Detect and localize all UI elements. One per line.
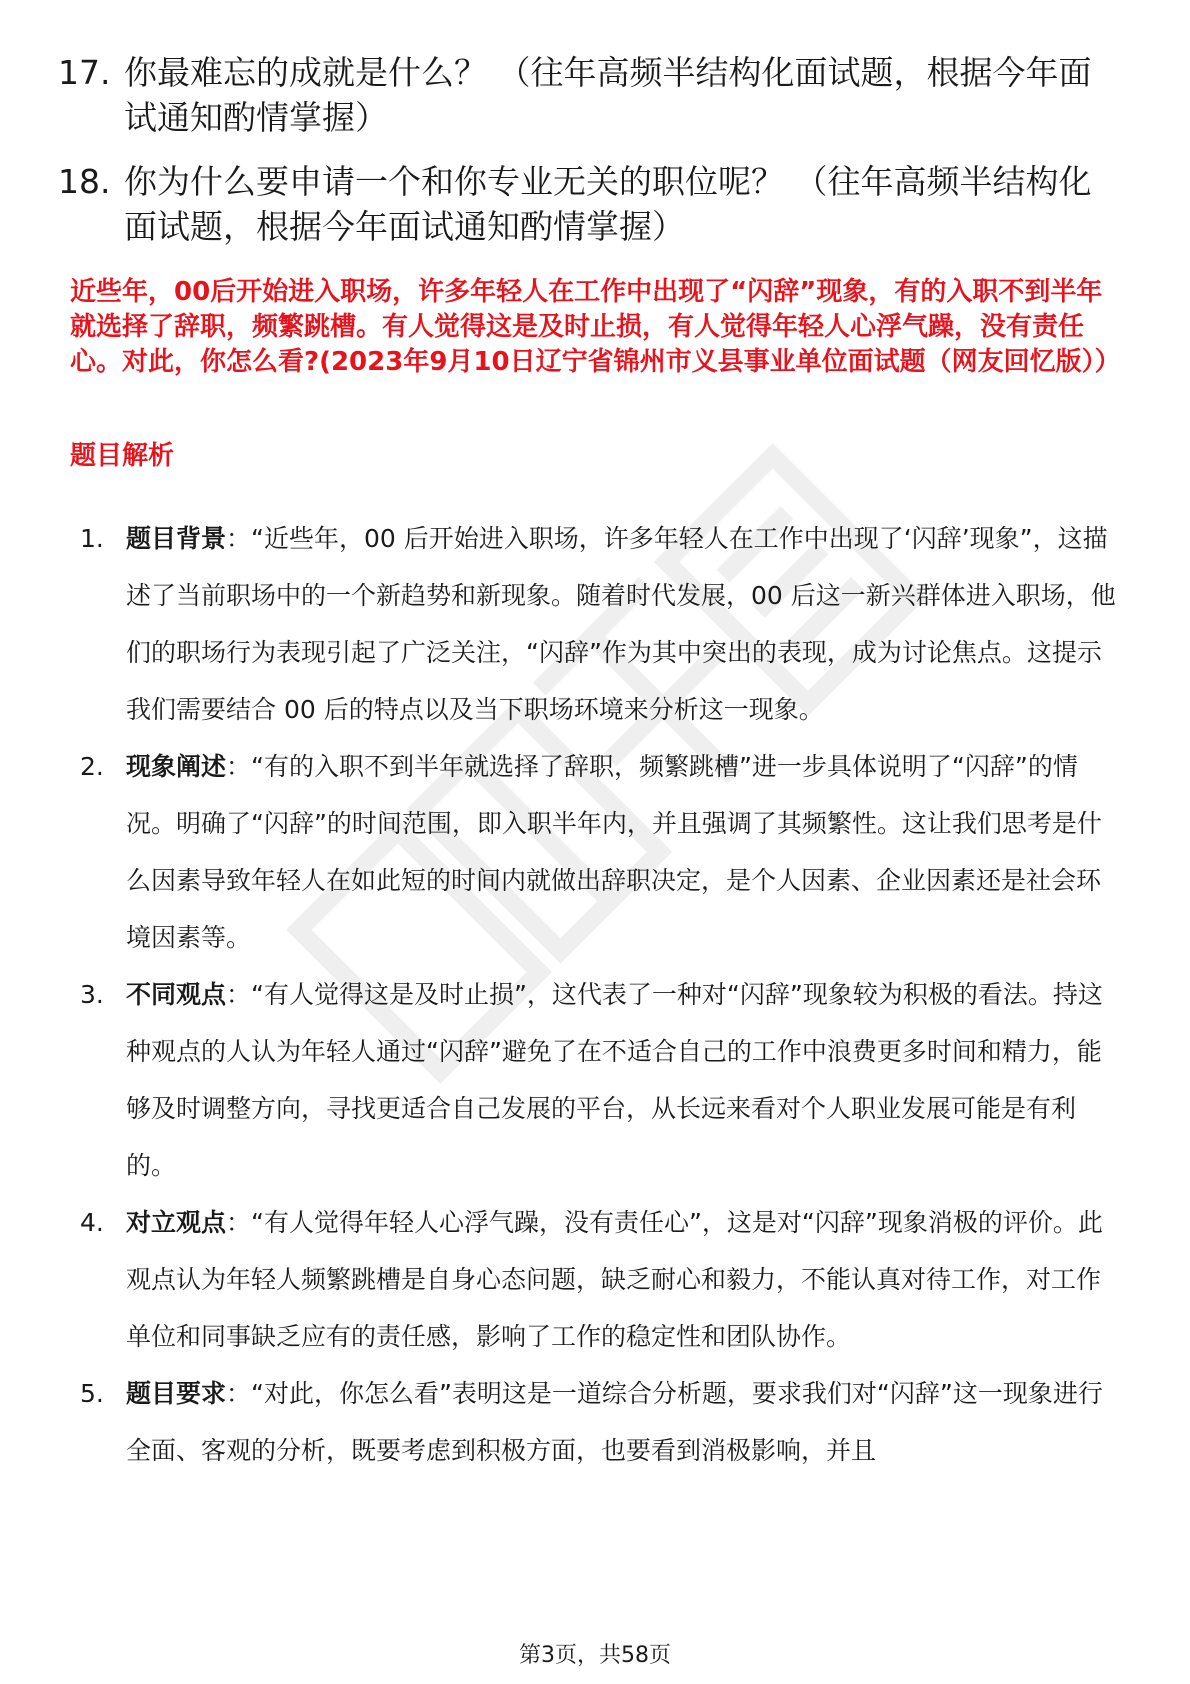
point-separator: ： xyxy=(226,752,252,781)
point-body xyxy=(126,966,1125,1194)
analysis-point xyxy=(80,738,1125,966)
question-list xyxy=(58,50,1118,268)
point-body xyxy=(126,1194,1125,1365)
point-heading: 对立观点 xyxy=(126,1208,227,1237)
point-heading: 题目要求 xyxy=(126,1379,227,1408)
analysis-point xyxy=(80,966,1125,1194)
point-number: 4. xyxy=(80,1208,104,1237)
question-item-17 xyxy=(58,50,1118,140)
point-number: 3. xyxy=(80,980,104,1009)
point-body xyxy=(126,1365,1125,1479)
point-heading: 题目背景 xyxy=(126,524,227,553)
highlighted-interview-question: 近些年，00后开始进入职场，许多年轻人在工作中出现了“闪辞”现象，有的入职不到半年就选择了辞职，频繁跳槽。有人觉得这是及时止损，有人觉得年轻人心浮气躁，没有责任心。对此，你怎么看?(2023年9月10日辽宁省锦州市义县事业单位面试题（网友回忆版）） xyxy=(70,277,1121,377)
point-body xyxy=(126,510,1125,738)
point-number: 1. xyxy=(80,524,104,553)
question-text: 你最难忘的成就是什么？ （往年高频半结构化面试题，根据今年面试通知酌情掌握） xyxy=(124,53,1092,137)
point-separator: ： xyxy=(226,524,252,553)
point-text: “有人觉得年轻人心浮气躁，没有责任心”，这是对“闪辞”现象消极的评价。此观点认为年轻人频繁跳槽是自身心态问题，缺乏耐心和毅力，不能认真对待工作，对工作单位和同事缺乏应有的责任感，影响了工作的稳定性和团队协作。 xyxy=(126,1208,1103,1351)
point-number: 2. xyxy=(80,752,104,781)
analysis-point xyxy=(80,1194,1125,1365)
question-item-18 xyxy=(58,159,1118,249)
point-heading: 现象阐述 xyxy=(126,752,227,781)
point-number: 5. xyxy=(80,1379,104,1408)
question-number: 17. xyxy=(58,53,111,92)
question-text: 你为什么要申请一个和你专业无关的职位呢？ （往年高频半结构化面试题，根据今年面试通知酌情掌握） xyxy=(124,162,1092,246)
analysis-point xyxy=(80,1365,1125,1479)
point-text: “有人觉得这是及时止损”，这代表了一种对“闪辞”现象较为积极的看法。持这种观点的人认为年轻人通过“闪辞”避免了在不适合自己的工作中浪费更多时间和精力，能够及时调整方向，寻找更适合自己发展的平台，从长远来看对个人职业发展可能是有利的。 xyxy=(126,980,1103,1180)
point-text: “近些年，00 后开始进入职场，许多年轻人在工作中出现了‘闪辞’现象”，这描述了当前职场中的一个新趋势和新现象。随着时代发展，00 后这一新兴群体进入职场，他们的职场行为表现引起了广泛关注，“闪辞”作为其中突出的表现，成为讨论焦点。这提示我们需要结合 00 后的特点以及当下职场环境来分析这一现象。 xyxy=(126,524,1116,724)
point-separator: ： xyxy=(226,1379,252,1408)
analysis-heading: 题目解析 xyxy=(70,441,175,471)
analysis-point xyxy=(80,510,1125,738)
point-separator: ： xyxy=(226,980,252,1009)
point-separator: ： xyxy=(226,1208,252,1237)
point-text: “对此，你怎么看”表明这是一道综合分析题，要求我们对“闪辞”这一现象进行全面、客观的分析，既要考虑到积极方面，也要看到消极影响，并且 xyxy=(126,1379,1103,1465)
point-body xyxy=(126,738,1125,966)
point-heading: 不同观点 xyxy=(126,980,227,1009)
page-footer: 第3页，共58页 xyxy=(519,1643,671,1668)
question-number: 18. xyxy=(58,162,111,201)
analysis-points xyxy=(80,510,1125,1479)
point-text: “有的入职不到半年就选择了辞职，频繁跳槽”进一步具体说明了“闪辞”的情况。明确了“闪辞”的时间范围，即入职半年内，并且强调了其频繁性。这让我们思考是什么因素导致年轻人在如此短的时间内就做出辞职决定，是个人因素、企业因素还是社会环境因素等。 xyxy=(126,752,1102,952)
